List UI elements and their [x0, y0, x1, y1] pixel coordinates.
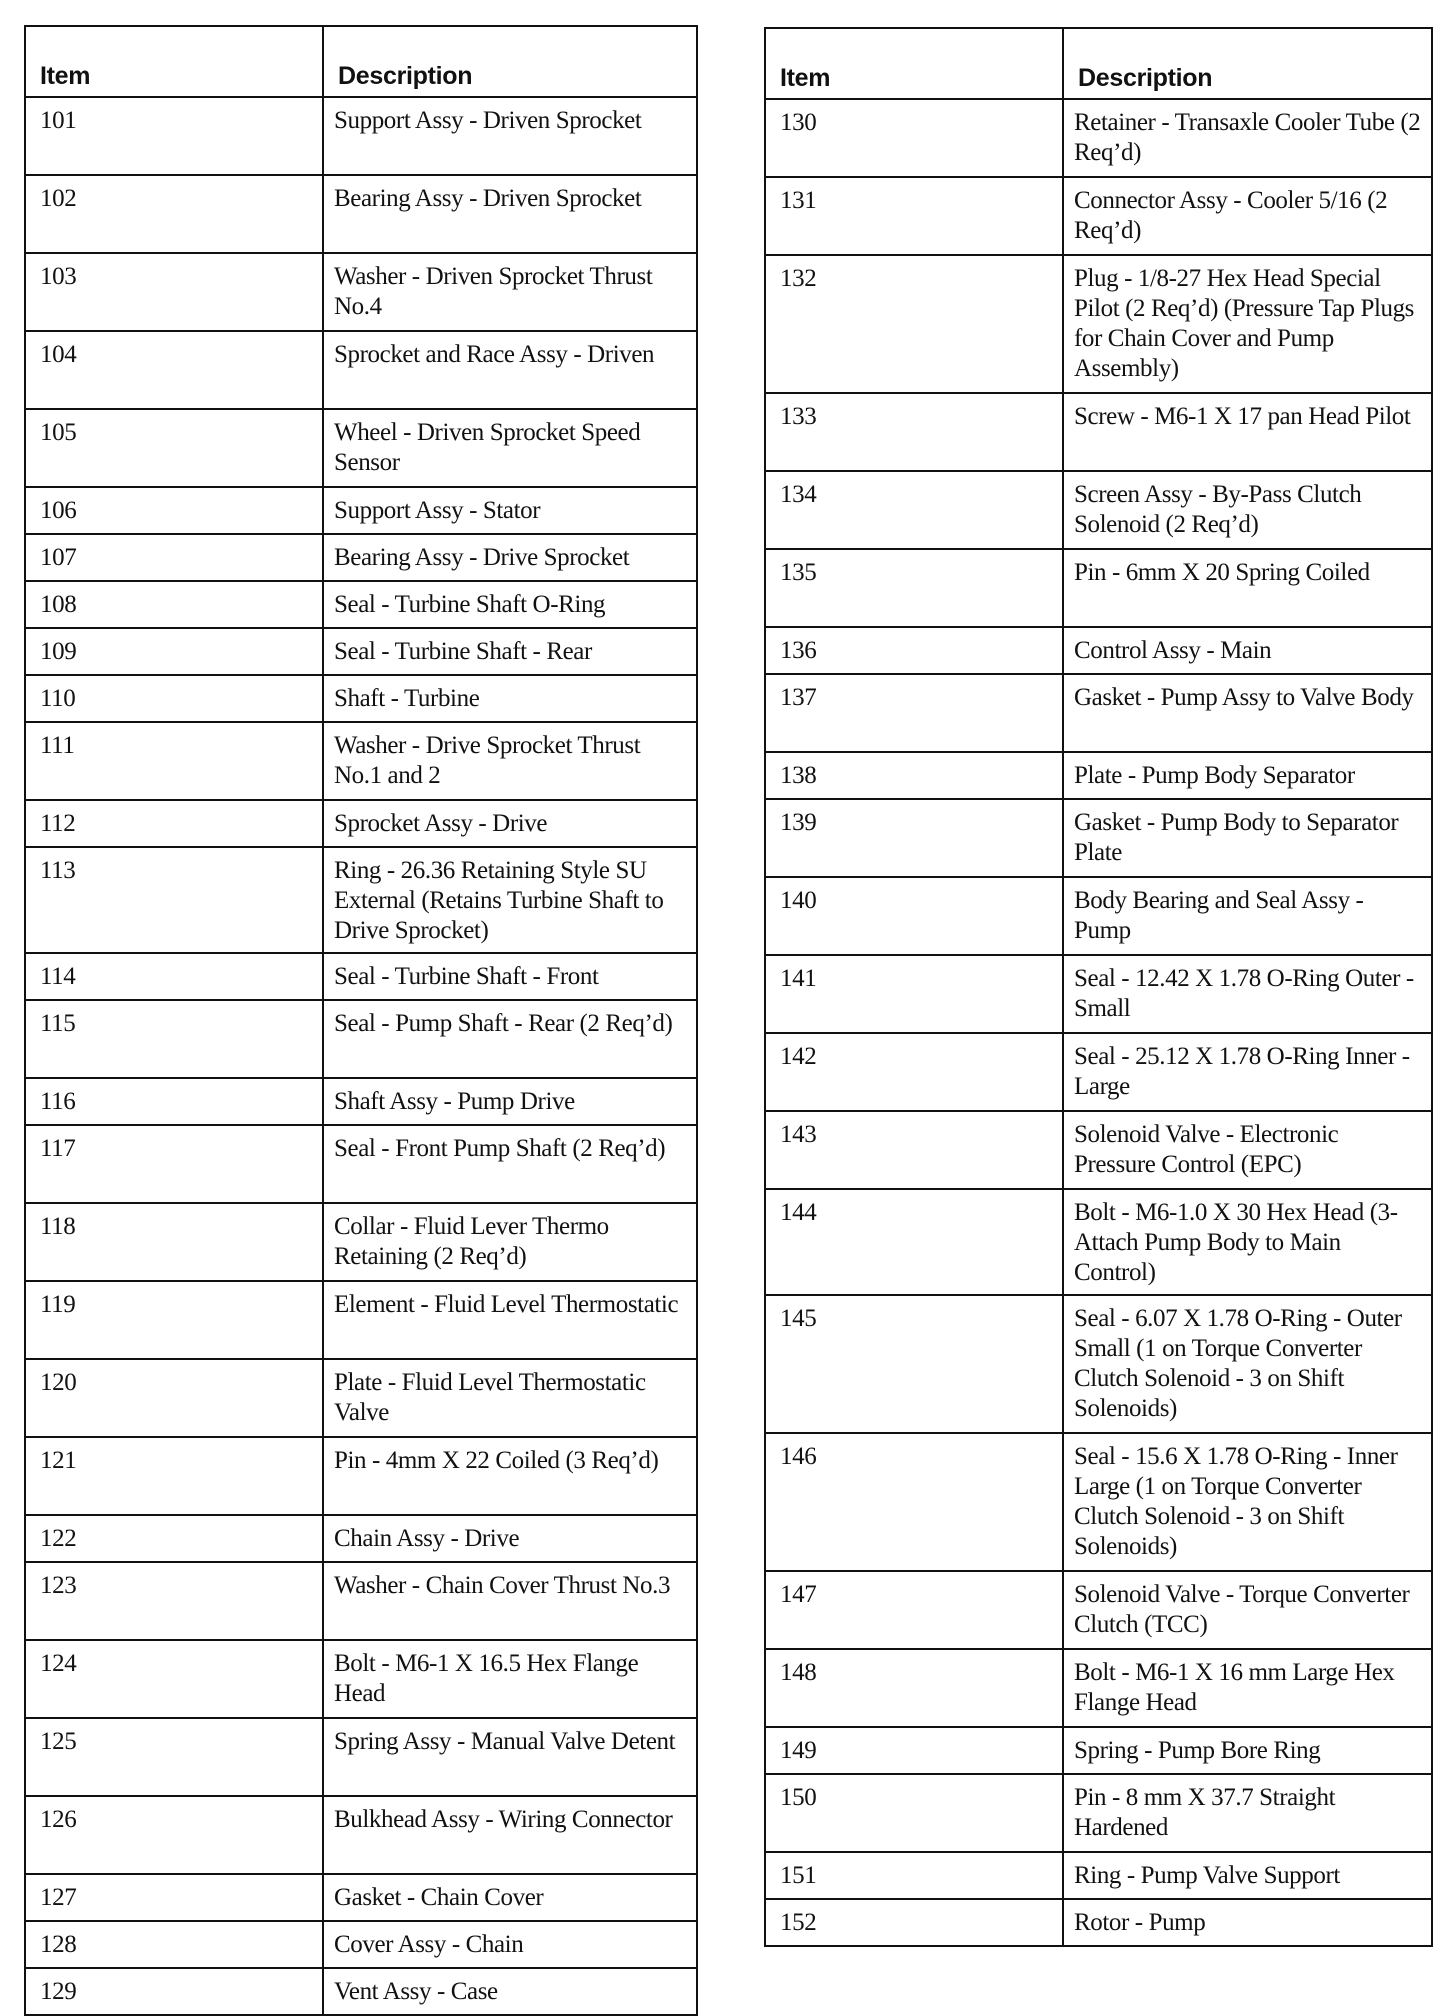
- table-row: [765, 1033, 1432, 1111]
- header-row: [25, 26, 697, 97]
- item-number: 136: [765, 627, 1063, 674]
- item-description: Solenoid Valve - Electronic Pressure Control (EPC): [1063, 1111, 1432, 1189]
- table-row: [765, 1852, 1432, 1899]
- table-row: [25, 1796, 697, 1874]
- item-description: Bearing Assy - Drive Sprocket: [323, 534, 697, 581]
- item-description: Bearing Assy - Driven Sprocket: [323, 175, 697, 253]
- item-number: 103: [25, 253, 323, 331]
- item-description: Shaft Assy - Pump Drive: [323, 1078, 697, 1125]
- item-number: 140: [765, 877, 1063, 955]
- table-row: [765, 674, 1432, 752]
- description-column-header: Description: [1063, 28, 1432, 99]
- table-row: [25, 628, 697, 675]
- item-description: Support Assy - Stator: [323, 487, 697, 534]
- item-number: 139: [765, 799, 1063, 877]
- item-description: Element - Fluid Level Thermostatic: [323, 1281, 697, 1359]
- table-row: [765, 799, 1432, 877]
- item-number: 121: [25, 1437, 323, 1515]
- table-row: [765, 1727, 1432, 1774]
- item-number: 132: [765, 255, 1063, 393]
- item-description: Plate - Pump Body Separator: [1063, 752, 1432, 799]
- item-column-header: Item: [25, 26, 323, 97]
- table-row: [25, 487, 697, 534]
- item-description: Bulkhead Assy - Wiring Connector: [323, 1796, 697, 1874]
- item-number: 111: [25, 722, 323, 800]
- table-row: [765, 99, 1432, 177]
- item-description: Washer - Driven Sprocket Thrust No.4: [323, 253, 697, 331]
- table-row: [25, 534, 697, 581]
- item-description: Ring - 26.36 Retaining Style SU External (Retains Turbine Shaft to Drive Sprocket): [323, 847, 697, 953]
- item-description: Cover Assy - Chain: [323, 1921, 697, 1968]
- item-number: 117: [25, 1125, 323, 1203]
- item-number: 120: [25, 1359, 323, 1437]
- item-number: 102: [25, 175, 323, 253]
- item-description: Screen Assy - By-Pass Clutch Solenoid (2 Req’d): [1063, 471, 1432, 549]
- item-number: 125: [25, 1718, 323, 1796]
- item-description: Sprocket Assy - Drive: [323, 800, 697, 847]
- header-row: [765, 28, 1432, 99]
- item-number: 115: [25, 1000, 323, 1078]
- item-number: 144: [765, 1189, 1063, 1295]
- table-row: [25, 1515, 697, 1562]
- item-number: 116: [25, 1078, 323, 1125]
- item-number: 150: [765, 1774, 1063, 1852]
- item-number: 112: [25, 800, 323, 847]
- item-number: 134: [765, 471, 1063, 549]
- item-description: Seal - Pump Shaft - Rear (2 Req’d): [323, 1000, 697, 1078]
- table-row: [765, 1433, 1432, 1571]
- item-description: Chain Assy - Drive: [323, 1515, 697, 1562]
- table-row: [765, 1649, 1432, 1727]
- item-description: Wheel - Driven Sprocket Speed Sensor: [323, 409, 697, 487]
- table-row: [25, 1968, 697, 2015]
- table-row: [25, 1359, 697, 1437]
- item-number: 137: [765, 674, 1063, 752]
- item-description: Washer - Chain Cover Thrust No.3: [323, 1562, 697, 1640]
- item-description: Bolt - M6-1 X 16 mm Large Hex Flange Head: [1063, 1649, 1432, 1727]
- item-description: Pin - 8 mm X 37.7 Straight Hardened: [1063, 1774, 1432, 1852]
- item-description: Gasket - Pump Assy to Valve Body: [1063, 674, 1432, 752]
- item-number: 126: [25, 1796, 323, 1874]
- item-number: 114: [25, 953, 323, 1000]
- table-row: [25, 1562, 697, 1640]
- item-number: 109: [25, 628, 323, 675]
- table-row: [25, 1000, 697, 1078]
- item-number: 104: [25, 331, 323, 409]
- item-description: Seal - 12.42 X 1.78 O-Ring Outer - Small: [1063, 955, 1432, 1033]
- item-number: 141: [765, 955, 1063, 1033]
- table-row: [765, 877, 1432, 955]
- item-number: 101: [25, 97, 323, 175]
- item-number: 135: [765, 549, 1063, 627]
- table-row: [25, 175, 697, 253]
- table-row: [25, 722, 697, 800]
- item-number: 119: [25, 1281, 323, 1359]
- item-column-header: Item: [765, 28, 1063, 99]
- item-description: Seal - 15.6 X 1.78 O-Ring - Inner Large (1 on Torque Converter Clutch Solenoid - 3 on Shift Solenoids): [1063, 1433, 1432, 1571]
- table-row: [25, 1281, 697, 1359]
- item-number: 147: [765, 1571, 1063, 1649]
- item-number: 123: [25, 1562, 323, 1640]
- item-description: Spring Assy - Manual Valve Detent: [323, 1718, 697, 1796]
- table-row: [25, 1640, 697, 1718]
- table-row: [25, 1718, 697, 1796]
- item-description: Seal - 6.07 X 1.78 O-Ring - Outer Small (1 on Torque Converter Clutch Solenoid - 3 on Shift Solenoids): [1063, 1295, 1432, 1433]
- item-description: Vent Assy - Case: [323, 1968, 697, 2015]
- table-row: [765, 1571, 1432, 1649]
- item-number: 131: [765, 177, 1063, 255]
- item-number: 152: [765, 1899, 1063, 1946]
- table-row: [765, 1295, 1432, 1433]
- item-description: Spring - Pump Bore Ring: [1063, 1727, 1432, 1774]
- item-number: 145: [765, 1295, 1063, 1433]
- table-row: [765, 1774, 1432, 1852]
- table-row: [25, 331, 697, 409]
- item-description: Screw - M6-1 X 17 pan Head Pilot: [1063, 393, 1432, 471]
- item-number: 133: [765, 393, 1063, 471]
- table-row: [25, 409, 697, 487]
- item-number: 138: [765, 752, 1063, 799]
- item-description: Connector Assy - Cooler 5/16 (2 Req’d): [1063, 177, 1432, 255]
- item-number: 110: [25, 675, 323, 722]
- table-row: [25, 1921, 697, 1968]
- item-description: Seal - Front Pump Shaft (2 Req’d): [323, 1125, 697, 1203]
- table-row: [25, 675, 697, 722]
- item-description: Gasket - Pump Body to Separator Plate: [1063, 799, 1432, 877]
- table-row: [765, 255, 1432, 393]
- item-number: 105: [25, 409, 323, 487]
- item-number: 148: [765, 1649, 1063, 1727]
- item-description: Body Bearing and Seal Assy - Pump: [1063, 877, 1432, 955]
- item-number: 122: [25, 1515, 323, 1562]
- item-description: Pin - 6mm X 20 Spring Coiled: [1063, 549, 1432, 627]
- table-row: [765, 393, 1432, 471]
- item-number: 143: [765, 1111, 1063, 1189]
- item-description: Seal - Turbine Shaft - Rear: [323, 628, 697, 675]
- item-number: 106: [25, 487, 323, 534]
- table-row: [25, 97, 697, 175]
- table-row: [765, 955, 1432, 1033]
- item-description: Seal - Turbine Shaft - Front: [323, 953, 697, 1000]
- item-description: Solenoid Valve - Torque Converter Clutch (TCC): [1063, 1571, 1432, 1649]
- table-row: [25, 1874, 697, 1921]
- item-description: Retainer - Transaxle Cooler Tube (2 Req’d): [1063, 99, 1432, 177]
- table-row: [25, 1125, 697, 1203]
- item-number: 142: [765, 1033, 1063, 1111]
- table-row: [765, 1899, 1432, 1946]
- parts-table-right: [764, 27, 1433, 1947]
- table-row: [25, 1078, 697, 1125]
- item-description: Sprocket and Race Assy - Driven: [323, 331, 697, 409]
- item-number: 151: [765, 1852, 1063, 1899]
- parts-table-left: [24, 25, 698, 2016]
- table-row: [765, 1111, 1432, 1189]
- item-number: 118: [25, 1203, 323, 1281]
- item-number: 146: [765, 1433, 1063, 1571]
- table-row: [765, 1189, 1432, 1295]
- item-description: Shaft - Turbine: [323, 675, 697, 722]
- item-number: 130: [765, 99, 1063, 177]
- item-description: Seal - 25.12 X 1.78 O-Ring Inner - Large: [1063, 1033, 1432, 1111]
- item-number: 128: [25, 1921, 323, 1968]
- table-row: [765, 471, 1432, 549]
- item-description: Gasket - Chain Cover: [323, 1874, 697, 1921]
- table-row: [25, 1203, 697, 1281]
- table-row: [25, 847, 697, 953]
- item-description: Collar - Fluid Lever Thermo Retaining (2 Req’d): [323, 1203, 697, 1281]
- table-row: [765, 752, 1432, 799]
- table-row: [765, 177, 1432, 255]
- item-description: Washer - Drive Sprocket Thrust No.1 and 2: [323, 722, 697, 800]
- item-description: Control Assy - Main: [1063, 627, 1432, 674]
- table-row: [25, 953, 697, 1000]
- table-row: [25, 1437, 697, 1515]
- table-row: [765, 549, 1432, 627]
- item-description: Support Assy - Driven Sprocket: [323, 97, 697, 175]
- table-row: [25, 581, 697, 628]
- item-number: 108: [25, 581, 323, 628]
- item-description: Ring - Pump Valve Support: [1063, 1852, 1432, 1899]
- item-number: 129: [25, 1968, 323, 2015]
- item-number: 107: [25, 534, 323, 581]
- item-description: Bolt - M6-1 X 16.5 Hex Flange Head: [323, 1640, 697, 1718]
- item-description: Plate - Fluid Level Thermostatic Valve: [323, 1359, 697, 1437]
- item-number: 124: [25, 1640, 323, 1718]
- item-description: Pin - 4mm X 22 Coiled (3 Req’d): [323, 1437, 697, 1515]
- table-row: [25, 253, 697, 331]
- item-number: 113: [25, 847, 323, 953]
- item-description: Bolt - M6-1.0 X 30 Hex Head (3-Attach Pump Body to Main Control): [1063, 1189, 1432, 1295]
- table-row: [25, 800, 697, 847]
- table-row: [765, 627, 1432, 674]
- item-number: 127: [25, 1874, 323, 1921]
- item-description: Rotor - Pump: [1063, 1899, 1432, 1946]
- item-description: Plug - 1/8-27 Hex Head Special Pilot (2 Req’d) (Pressure Tap Plugs for Chain Cover and Pump Assembly): [1063, 255, 1432, 393]
- item-number: 149: [765, 1727, 1063, 1774]
- item-description: Seal - Turbine Shaft O-Ring: [323, 581, 697, 628]
- description-column-header: Description: [323, 26, 697, 97]
